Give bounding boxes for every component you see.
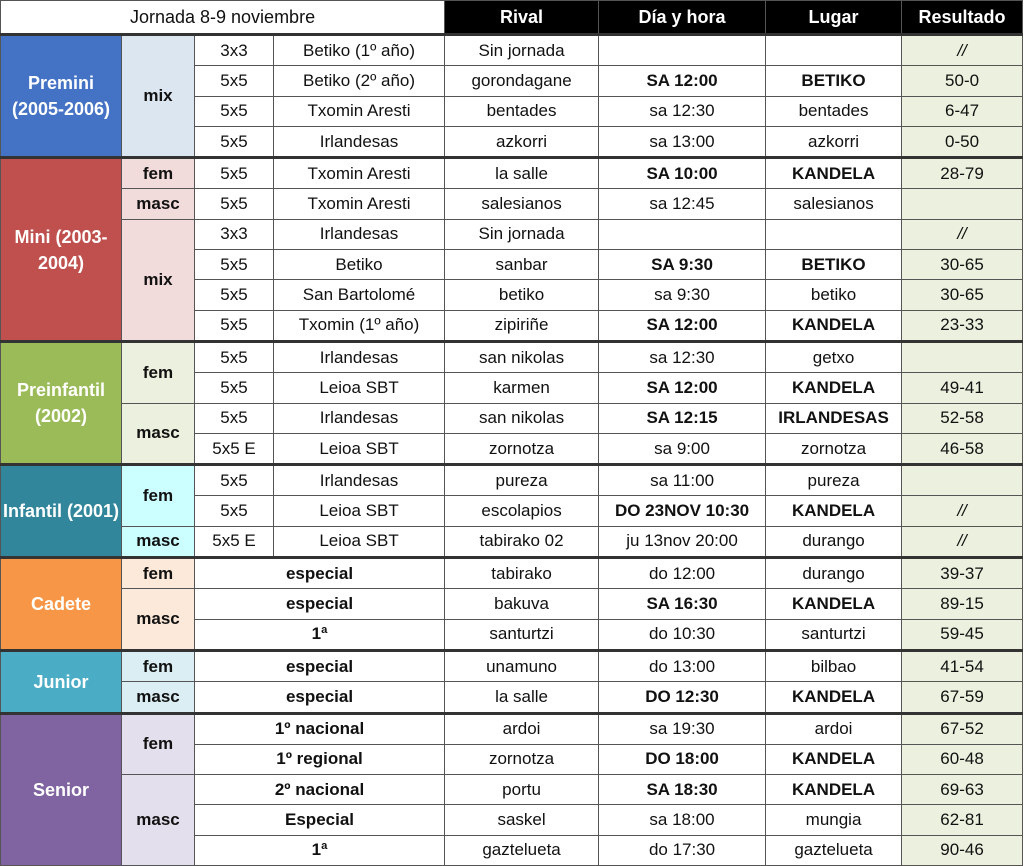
rival: san nikolas: [445, 403, 599, 433]
place: pureza: [766, 465, 902, 496]
result: 23-33: [902, 310, 1023, 341]
place: BETIKO: [766, 66, 902, 96]
result: 6-47: [902, 96, 1023, 126]
header-row: [1, 1, 1023, 35]
category-premini: Premini (2005-2006): [1, 35, 122, 158]
place: durango: [766, 558, 902, 589]
team: Irlandesas: [274, 219, 445, 249]
gender-fem: fem: [122, 465, 195, 527]
category-infantil: Infantil (2001): [1, 465, 122, 558]
date-time: sa 9:30: [599, 280, 766, 310]
rival: karmen: [445, 373, 599, 403]
result: 90-46: [902, 835, 1023, 865]
place: KANDELA: [766, 158, 902, 189]
date-time: sa 18:00: [599, 805, 766, 835]
date-time: SA 9:30: [599, 250, 766, 280]
result: 60-48: [902, 744, 1023, 774]
date-time: SA 12:00: [599, 66, 766, 96]
gender-fem: fem: [122, 158, 195, 189]
place: IRLANDESAS: [766, 403, 902, 433]
date-time: SA 12:15: [599, 403, 766, 433]
modality: 5x5: [195, 373, 274, 403]
category-mini: Mini (2003-2004): [1, 158, 122, 342]
date-time: SA 12:00: [599, 373, 766, 403]
modality: 5x5: [195, 310, 274, 341]
team: Leioa SBT: [274, 526, 445, 557]
modality: 5x5: [195, 158, 274, 189]
place: durango: [766, 526, 902, 557]
date-time: SA 10:00: [599, 158, 766, 189]
rival: pureza: [445, 465, 599, 496]
date-time: do 17:30: [599, 835, 766, 865]
rival: ardoi: [445, 713, 599, 744]
result: //: [902, 526, 1023, 557]
date-time: do 10:30: [599, 619, 766, 650]
modality: 5x5 E: [195, 433, 274, 464]
table-row: [1, 526, 1023, 557]
result: 59-45: [902, 619, 1023, 650]
table-row: [1, 35, 1023, 66]
date-time: sa 13:00: [599, 126, 766, 157]
date-time: [599, 219, 766, 249]
result: [902, 189, 1023, 219]
result: 0-50: [902, 126, 1023, 157]
col-header-rival: Rival: [445, 1, 599, 35]
place: KANDELA: [766, 589, 902, 619]
place: KANDELA: [766, 496, 902, 526]
rival: Sin jornada: [445, 35, 599, 66]
result: 41-54: [902, 650, 1023, 681]
place: KANDELA: [766, 373, 902, 403]
team: San Bartolomé: [274, 280, 445, 310]
result: //: [902, 35, 1023, 66]
jornada-title: Jornada 8-9 noviembre: [1, 1, 445, 35]
col-header-lugar: Lugar: [766, 1, 902, 35]
table-row: [1, 589, 1023, 619]
table-row: [1, 713, 1023, 744]
result: 50-0: [902, 66, 1023, 96]
result: 30-65: [902, 280, 1023, 310]
team: 1ª: [195, 835, 445, 865]
team: Betiko: [274, 250, 445, 280]
place: getxo: [766, 341, 902, 372]
gender-masc: masc: [122, 682, 195, 713]
team: Txomin (1º año): [274, 310, 445, 341]
rival: zornotza: [445, 433, 599, 464]
rival: portu: [445, 775, 599, 805]
team: Especial: [195, 805, 445, 835]
team: Leioa SBT: [274, 373, 445, 403]
place: ardoi: [766, 713, 902, 744]
rival: Sin jornada: [445, 219, 599, 249]
table-row: [1, 558, 1023, 589]
place: santurtzi: [766, 619, 902, 650]
date-time: SA 16:30: [599, 589, 766, 619]
team: 1ª: [195, 619, 445, 650]
gender-masc: masc: [122, 526, 195, 557]
result: 30-65: [902, 250, 1023, 280]
table-row: [1, 341, 1023, 372]
result: 69-63: [902, 775, 1023, 805]
date-time: SA 18:30: [599, 775, 766, 805]
table-row: [1, 403, 1023, 433]
modality: 5x5: [195, 189, 274, 219]
col-header-resultado: Resultado: [902, 1, 1023, 35]
gender-masc: masc: [122, 775, 195, 866]
date-time: [599, 35, 766, 66]
place: BETIKO: [766, 250, 902, 280]
result: 39-37: [902, 558, 1023, 589]
modality: 5x5: [195, 66, 274, 96]
result: 28-79: [902, 158, 1023, 189]
place: bilbao: [766, 650, 902, 681]
gender-fem: fem: [122, 341, 195, 403]
table-row: [1, 158, 1023, 189]
date-time: ju 13nov 20:00: [599, 526, 766, 557]
place: KANDELA: [766, 744, 902, 774]
modality: 5x5: [195, 403, 274, 433]
rival: unamuno: [445, 650, 599, 681]
place: mungia: [766, 805, 902, 835]
place: bentades: [766, 96, 902, 126]
team: Irlandesas: [274, 341, 445, 372]
modality: 5x5: [195, 280, 274, 310]
rival: tabirako 02: [445, 526, 599, 557]
modality: 5x5: [195, 250, 274, 280]
result: 62-81: [902, 805, 1023, 835]
place: KANDELA: [766, 310, 902, 341]
result: [902, 465, 1023, 496]
rival: bakuva: [445, 589, 599, 619]
team: Irlandesas: [274, 403, 445, 433]
gender-mix: mix: [122, 35, 195, 158]
result: [902, 341, 1023, 372]
rival: santurtzi: [445, 619, 599, 650]
place: salesianos: [766, 189, 902, 219]
place: [766, 219, 902, 249]
team: especial: [195, 589, 445, 619]
place: gaztelueta: [766, 835, 902, 865]
rival: la salle: [445, 158, 599, 189]
gender-fem: fem: [122, 713, 195, 775]
result: 67-52: [902, 713, 1023, 744]
rival: saskel: [445, 805, 599, 835]
place: betiko: [766, 280, 902, 310]
date-time: do 13:00: [599, 650, 766, 681]
table-row: [1, 189, 1023, 219]
rival: escolapios: [445, 496, 599, 526]
gender-masc: masc: [122, 589, 195, 651]
place: KANDELA: [766, 682, 902, 713]
team: 2º nacional: [195, 775, 445, 805]
rival: zornotza: [445, 744, 599, 774]
rival: sanbar: [445, 250, 599, 280]
category-preinfantil: Preinfantil (2002): [1, 341, 122, 464]
team: Leioa SBT: [274, 496, 445, 526]
date-time: DO 23NOV 10:30: [599, 496, 766, 526]
result: 49-41: [902, 373, 1023, 403]
result: 67-59: [902, 682, 1023, 713]
modality: 3x3: [195, 35, 274, 66]
gender-fem: fem: [122, 558, 195, 589]
gender-fem: fem: [122, 650, 195, 681]
col-header-dia-hora: Día y hora: [599, 1, 766, 35]
date-time: sa 12:45: [599, 189, 766, 219]
modality: 5x5: [195, 96, 274, 126]
team: 1º nacional: [195, 713, 445, 744]
team: Leioa SBT: [274, 433, 445, 464]
date-time: sa 9:00: [599, 433, 766, 464]
team: especial: [195, 682, 445, 713]
table-row: [1, 650, 1023, 681]
team: especial: [195, 558, 445, 589]
date-time: DO 12:30: [599, 682, 766, 713]
date-time: sa 12:30: [599, 96, 766, 126]
rival: betiko: [445, 280, 599, 310]
rival: bentades: [445, 96, 599, 126]
date-time: sa 12:30: [599, 341, 766, 372]
team: Irlandesas: [274, 465, 445, 496]
modality: 5x5: [195, 126, 274, 157]
date-time: SA 12:00: [599, 310, 766, 341]
rival: gaztelueta: [445, 835, 599, 865]
result: 46-58: [902, 433, 1023, 464]
team: 1º regional: [195, 744, 445, 774]
rival: salesianos: [445, 189, 599, 219]
place: [766, 35, 902, 66]
table-row: [1, 219, 1023, 249]
place: azkorri: [766, 126, 902, 157]
place: KANDELA: [766, 775, 902, 805]
team: Betiko (2º año): [274, 66, 445, 96]
category-senior: Senior: [1, 713, 122, 865]
date-time: do 12:00: [599, 558, 766, 589]
date-time: sa 19:30: [599, 713, 766, 744]
rival: gorondagane: [445, 66, 599, 96]
category-junior: Junior: [1, 650, 122, 713]
team: Txomin Aresti: [274, 189, 445, 219]
modality: 5x5: [195, 465, 274, 496]
table-row: [1, 775, 1023, 805]
date-time: DO 18:00: [599, 744, 766, 774]
category-cadete: Cadete: [1, 558, 122, 651]
team: Txomin Aresti: [274, 96, 445, 126]
rival: tabirako: [445, 558, 599, 589]
rival: zipiriñe: [445, 310, 599, 341]
team: especial: [195, 650, 445, 681]
rival: san nikolas: [445, 341, 599, 372]
result: 89-15: [902, 589, 1023, 619]
team: Txomin Aresti: [274, 158, 445, 189]
gender-mix: mix: [122, 219, 195, 341]
modality: 5x5: [195, 496, 274, 526]
gender-masc: masc: [122, 403, 195, 465]
table-row: [1, 682, 1023, 713]
date-time: sa 11:00: [599, 465, 766, 496]
team: Irlandesas: [274, 126, 445, 157]
rival: la salle: [445, 682, 599, 713]
place: zornotza: [766, 433, 902, 464]
result: 52-58: [902, 403, 1023, 433]
modality: 5x5 E: [195, 526, 274, 557]
result: //: [902, 219, 1023, 249]
gender-masc: masc: [122, 189, 195, 219]
modality: 3x3: [195, 219, 274, 249]
rival: azkorri: [445, 126, 599, 157]
team: Betiko (1º año): [274, 35, 445, 66]
table-row: [1, 465, 1023, 496]
result: //: [902, 496, 1023, 526]
modality: 5x5: [195, 341, 274, 372]
